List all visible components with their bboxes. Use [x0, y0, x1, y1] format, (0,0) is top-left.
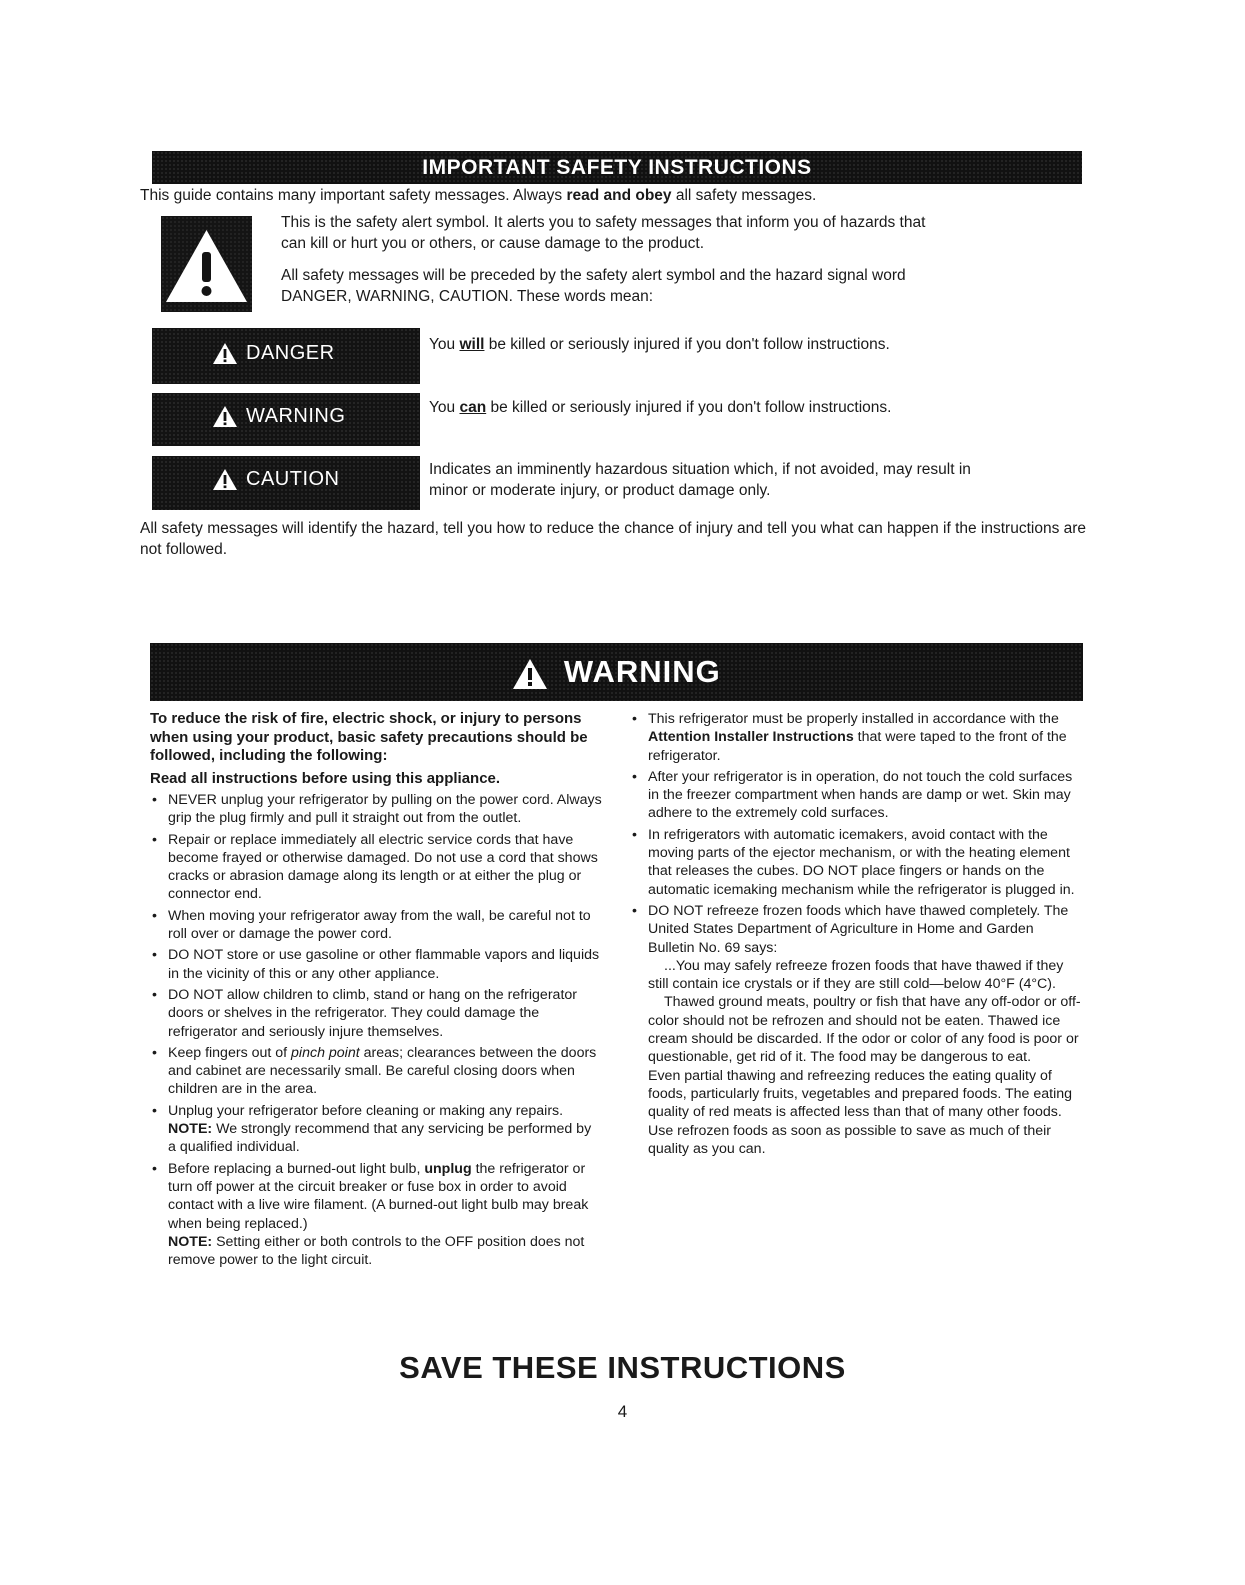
- usda-quote: ...You may safely refreeze frozen foods that have thawed if they still contain ice crystals or if they are still cold—below 40°F (4°C).: [648, 957, 1064, 993]
- list-item: • Repair or replace immediately all electric service cords that have become frayed or otherwise damaged. Do not use a cord that shows cracks or abrasion damage along its length or at either the plug or connector end.: [150, 831, 602, 904]
- caution-label: [152, 456, 420, 510]
- danger-description: [429, 334, 989, 355]
- left-column: [150, 710, 602, 1272]
- bulb-emph: unplug: [424, 1160, 472, 1177]
- installed-post: that were taped to the front of the refrigerator.: [648, 729, 1067, 764]
- note: [168, 1233, 602, 1270]
- list-item: • DO NOT allow children to climb, stand or hang on the refrigerator doors or shelves in the refrigerator. They could damage the refrigerator and seriously injure themselves.: [150, 986, 602, 1041]
- cleaning-text: • Unplug your refrigerator before cleaning or making any repairs.: [168, 1102, 564, 1119]
- warning-triangle-icon: [212, 405, 238, 428]
- danger-post: be killed or seriously injured if you don't follow instructions.: [484, 336, 890, 353]
- bulb-text: [168, 1160, 602, 1233]
- list-item: [150, 1044, 602, 1099]
- warning-triangle-icon: [512, 658, 548, 690]
- danger-emph: will: [459, 336, 485, 353]
- warning-banner: [150, 643, 1083, 701]
- read-instructions: Read all instructions before using this appliance.: [150, 769, 501, 787]
- right-column: [630, 710, 1082, 1161]
- warning-label-text: WARNING: [246, 405, 346, 427]
- list-item: • When moving your refrigerator away from the wall, be careful not to roll over or damage the power cord.: [150, 907, 602, 944]
- list-item: [630, 710, 1082, 765]
- safety-title-banner: [152, 151, 1082, 184]
- list-item: [150, 1160, 602, 1270]
- list-item: • In refrigerators with automatic icemakers, avoid contact with the moving parts of the ejector mechanism, or with the heating element that releases the cubes. DO NOT place fingers or hands on the automatic icemaking mechanism while the refrigerator is plugged in.: [630, 826, 1082, 899]
- list-item: • After your refrigerator is in operation, do not touch the cold surfaces in the freezer compartment when hands are damp or wet. Skin may adhere to the extremely cold surfaces.: [630, 768, 1082, 823]
- note-text: Setting either or both controls to the OFF position does not remove power to the light circuit.: [168, 1233, 585, 1269]
- bulb-post: the refrigerator or turn off power at the circuit breaker or fuse box in order to avoid contact with a live wire filament. (A burned-out light bulb may break when being replaced.): [168, 1160, 589, 1232]
- caution-description: Indicates an imminently hazardous situation which, if not avoided, may result in minor or moderate injury, or product damage only.: [429, 461, 971, 499]
- note-label: NOTE:: [168, 1233, 213, 1250]
- danger-pre: You: [429, 336, 460, 353]
- warning-triangle-icon: [212, 468, 238, 491]
- note-text: We strongly recommend that any servicing be performed by a qualified individual.: [168, 1121, 592, 1156]
- warning-label: [152, 393, 420, 446]
- list-item: • DO NOT store or use gasoline or other flammable vapors and liquids in the vicinity of this or any other appliance.: [150, 946, 602, 983]
- list-item: • NEVER unplug your refrigerator by pulling on the power cord. Always grip the plug firmly and pull it straight out from the outlet.: [150, 791, 602, 828]
- note: [168, 1120, 602, 1157]
- warning-banner-text: WARNING: [563, 654, 721, 689]
- fingers-emph: pinch point: [291, 1044, 360, 1061]
- warning-description: [429, 397, 989, 418]
- refreeze-text: • DO NOT refreeze frozen foods which have thawed completely. The United States Department of Agriculture in Home and Garden Bulletin No. 69 says:: [648, 902, 1069, 956]
- warning-post: be killed or seriously injured if you don't follow instructions.: [486, 399, 892, 416]
- note-label: NOTE:: [168, 1121, 213, 1138]
- fingers-pre: Keep fingers out of: [168, 1044, 292, 1061]
- installed-emph: Attention Installer Instructions: [648, 729, 854, 746]
- save-instructions-heading: SAVE THESE INSTRUCTIONS: [399, 1350, 846, 1385]
- page-title: IMPORTANT SAFETY INSTRUCTIONS: [422, 156, 812, 179]
- alert-signal-words: All safety messages will be preceded by the safety alert symbol and the hazard signal word DANGER, WARNING, CAUTION. These words mean:: [281, 267, 906, 305]
- safety-alert-icon: [161, 216, 252, 312]
- danger-label: [152, 328, 420, 384]
- usda-quote: Even partial thawing and refreezing reduces the eating quality of foods, particularly fruits, vegetables and prepared foods. The eating quality of red meats is affected less than that of many other foods. Use refrozen foods as soon as possible to save as much of their quality as you can.: [648, 1067, 1073, 1157]
- alert-description: This is the safety alert symbol. It alerts you to safety messages that inform you of hazards that can kill or hurt you or others, or cause damage to the product.: [281, 214, 926, 252]
- intro-text: [140, 186, 1100, 206]
- caution-label-text: CAUTION: [246, 468, 340, 490]
- danger-label-text: DANGER: [246, 342, 335, 364]
- outro-text: All safety messages will identify the hazard, tell you how to reduce the chance of injury and tell you what can happen if the instructions are not followed.: [140, 520, 1087, 558]
- page-number: 4: [617, 1402, 628, 1421]
- usda-quote: Thawed ground meats, poultry or fish that have any off-odor or off-color should not be refrozen and should not be eaten. Thawed ice cream should be discarded. If the odor or color of any food is poor or questionable, get rid of it. The food may be dangerous to eat.: [648, 994, 1081, 1066]
- list-item: [150, 1102, 602, 1157]
- installed-pre: This refrigerator must be properly installed in accordance with the: [648, 711, 1059, 727]
- intro-before: This guide contains many important safety messages. Always: [140, 187, 567, 204]
- intro-after: all safety messages.: [671, 187, 817, 204]
- fingers-post: areas; clearances between the doors and cabinet are necessarily small. Be careful closing doors when children are in the area.: [168, 1044, 597, 1098]
- list-item: [630, 902, 1082, 1158]
- bulb-pre: Before replacing a burned-out light bulb,: [168, 1160, 425, 1177]
- warning-pre: You: [429, 399, 460, 416]
- warning-emph: can: [459, 399, 487, 416]
- precautions-lead: To reduce the risk of fire, electric shock, or injury to persons when using your product, basic safety precautions should be followed, including the following:: [150, 710, 588, 764]
- warning-triangle-icon: [212, 342, 238, 365]
- intro-bold: read and obey: [566, 187, 672, 204]
